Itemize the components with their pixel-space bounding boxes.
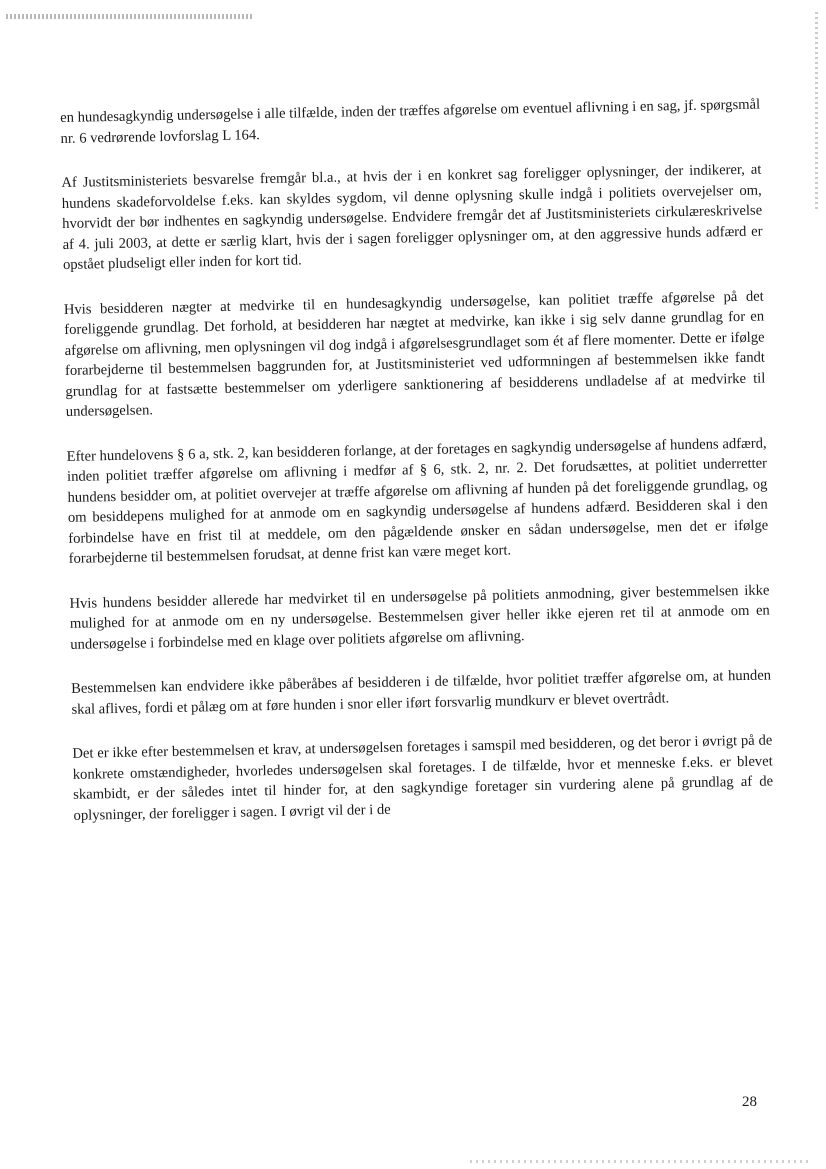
paragraph-continuation: en hundesagkyndig undersøgelse i alle tilfælde, inden der træffes afgørelse om eventuel aflivning i en sag, jf. spørgsmål nr. 6 vedrørende lovforslag L 164. [60, 96, 761, 147]
document-body [60, 95, 774, 850]
scan-artifact-bottom [470, 1160, 810, 1163]
paragraph-section-6a: Efter hundelovens § 6 a, stk. 2, kan besidderen forlange, at der foretages en sagkyndig undersøgelse af hundens adfærd, inden politiet træffer afgørelse om aflivning i medfør af § 6, stk. 2, nr. 2. Det forudsættes, at politiet underretter hundens besidder om, at politiet overvejer at træffe afgørelse om aflivning af hunden på det foreliggende grundlag, og om besiddерens mulighed for at anmode om en sagkyndig undersøgelse af hundens adfærd. Besidderen skal i den forbindelse have en frist til at meddele, om den pågældende ønsker en sådan undersøgelse, men det er ifølge forarbejderne til bestemmelsen forudsat, at denne frist kan være meget kort. [66, 434, 769, 567]
paragraph-ministry-response: Af Justitsministeriets besvarelse fremgår bl.a., at hvis der i en konkret sag foreligger oplysninger, der indikerer, at hundens skadeforvoldelse f.eks. kan skyldes sygdom, vil denne oplysning skulle indgå i politiets overvejelser om, hvorvidt der bør indhentes en sagkyndig undersøgelse. Endvidere fremgår det af Justitsministeriets cirkulæreskrivelse af 4. juli 2003, at dette er særlig klart, hvis der i sagen foreligger oplysninger om, at den aggressive hunds adfærd er opstået pludseligt eller inden for kort tid. [61, 161, 763, 273]
page-number: 28 [742, 1094, 757, 1110]
paragraph-prior-examination: Hvis hundens besidder allerede har medvirket til en undersøgelse på politiets anmodning, giver bestemmelsen ikke mulighed for at anmode om en ny undersøgelse. Bestemmelsen giver heller ikke ejeren ret til at anmode om en undersøgelse i forbindelse med en klage over politiets afgørelse om aflivning. [69, 581, 770, 653]
paragraph-leash-order: Bestemmelsen kan endvidere ikke påberåbes af besidderen i de tilfælde, hvor politiet træffer afgørelse om, at hunden skal aflives, fordi et pålæg om at føre hunden i snor eller iført forsvarlig mundkurv er blevet overtrådt. [71, 667, 772, 718]
scan-artifact-top [6, 14, 254, 19]
scan-artifact-right [815, 12, 818, 212]
paragraph-cooperation: Det er ikke efter bestemmelsen et krav, at undersøgelsen foretages i samspil med besidderen, og det beror i øvrigt på de konkrete omstændigheder, hvorledes undersøgelsen skal foretages. I de tilfælde, hvor et menneske f.eks. er blevet skambidt, er der således intet til hinder for, at den sagkyndige foretager sin vurdering alene på grundlag af de oplysninger, der foreligger i sagen. I øvrigt vil der i de [72, 732, 774, 824]
paragraph-refusal: Hvis besidderen nægter at medvirke til en hundesagkyndig undersøgelse, kan politiet træffe afgørelse på det foreliggende grundlag. Det forhold, at besidderen har nægtet at medvirke, kan ikke i sig selv danne grundlag for en afgørelse om aflivning, men oplysningen vil dog indgå i afgørelsesgrundlaget som ét af flere momenter. Dette er ifølge forarbejderne til bestemmelsen baggrunden for, at Justitsministeriet ved udformningen af bestemmelsen ikke fandt grundlag for at fastsætte bestemmelser om yderligere sanktionering af besidderens undladelse af at medvirke til undersøgelsen. [63, 288, 766, 420]
